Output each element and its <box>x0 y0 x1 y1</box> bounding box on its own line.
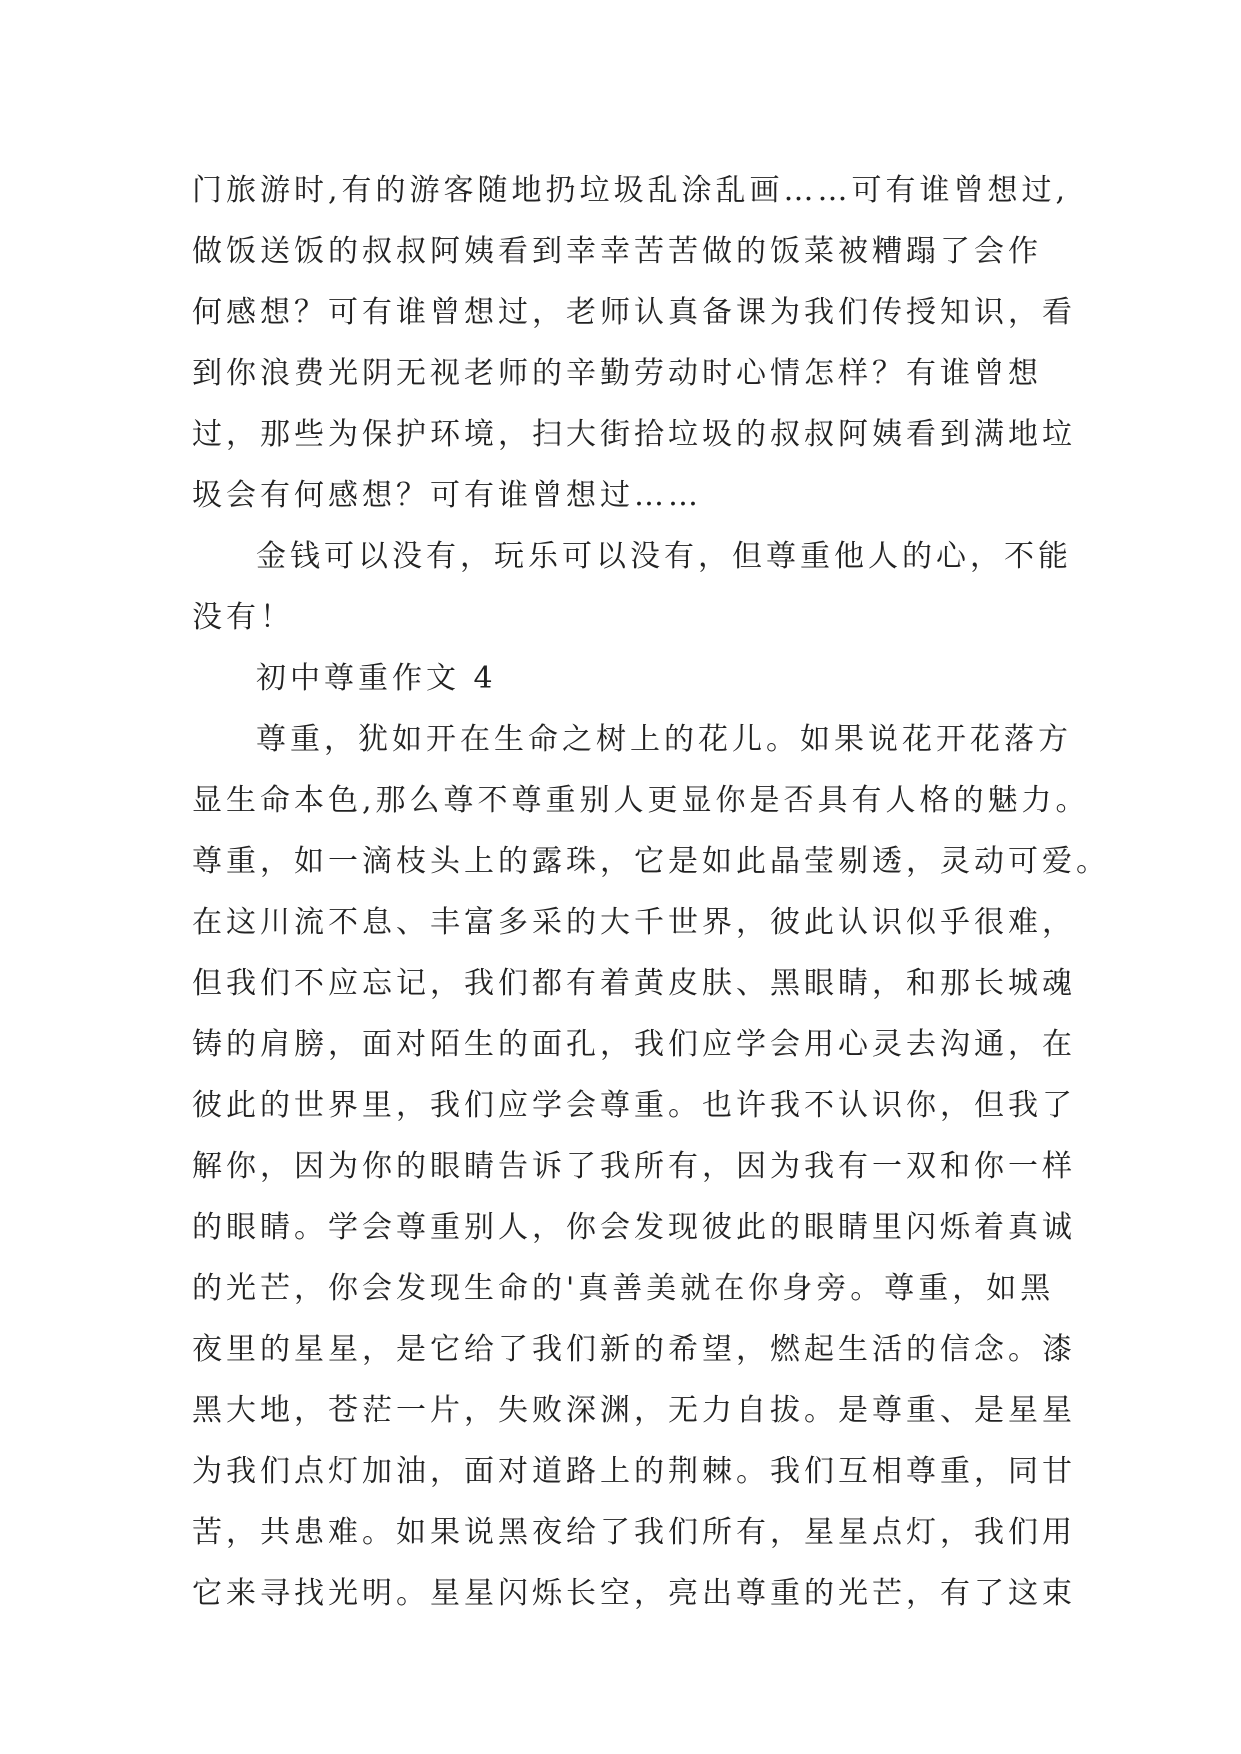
text-line: 显生命本色,那么尊不尊重别人更显你是否具有人格的魅力。 <box>192 783 1090 818</box>
text-line: 但我们不应忘记，我们都有着黄皮肤、黑眼睛，和那长城魂 <box>192 966 1076 1001</box>
text-line: 圾会有何感想？可有谁曾想过…… <box>192 478 702 513</box>
text-line: 的光芒，你会发现生命的'真善美就在你身旁。尊重，如黑 <box>192 1271 1055 1306</box>
text-line: 何感想？可有谁曾想过，老师认真备课为我们传授知识，看 <box>192 295 1076 330</box>
section-title: 初中尊重作文 4 <box>256 661 497 696</box>
text-line: 在这川流不息、丰富多采的大千世界，彼此认识似乎很难， <box>192 905 1076 940</box>
text-line: 门旅游时,有的游客随地扔垃圾乱涂乱画……可有谁曾想过, <box>192 173 1070 208</box>
text-line: 金钱可以没有，玩乐可以没有，但尊重他人的心，不能 <box>256 539 1072 574</box>
text-line: 到你浪费光阴无视老师的辛勤劳动时心情怎样？有谁曾想 <box>192 356 1042 391</box>
text-line: 解你，因为你的眼睛告诉了我所有，因为我有一双和你一样 <box>192 1149 1076 1184</box>
text-line: 的眼睛。学会尊重别人，你会发现彼此的眼睛里闪烁着真诚 <box>192 1210 1076 1245</box>
text-line: 没有！ <box>192 600 294 635</box>
text-line: 黑大地，苍茫一片，失败深渊，无力自拔。是尊重、是星星 <box>192 1393 1076 1428</box>
text-line: 铸的肩膀，面对陌生的面孔，我们应学会用心灵去沟通，在 <box>192 1027 1076 1062</box>
text-line: 尊重，如一滴枝头上的露珠，它是如此晶莹剔透，灵动可爱。 <box>192 844 1110 879</box>
text-line: 它来寻找光明。星星闪烁长空，亮出尊重的光芒，有了这束 <box>192 1576 1076 1611</box>
text-line: 过，那些为保护环境，扫大街拾垃圾的叔叔阿姨看到满地垃 <box>192 417 1076 452</box>
text-line: 夜里的星星，是它给了我们新的希望，燃起生活的信念。漆 <box>192 1332 1076 1367</box>
text-line: 彼此的世界里，我们应学会尊重。也许我不认识你，但我了 <box>192 1088 1076 1123</box>
text-line: 做饭送饭的叔叔阿姨看到幸幸苦苦做的饭菜被糟蹋了会作 <box>192 234 1042 269</box>
text-line: 苦，共患难。如果说黑夜给了我们所有，星星点灯，我们用 <box>192 1515 1076 1550</box>
body-text <box>192 160 1110 1624</box>
text-line: 尊重，犹如开在生命之树上的花儿。如果说花开花落方 <box>256 722 1072 757</box>
text-line: 为我们点灯加油，面对道路上的荆棘。我们互相尊重，同甘 <box>192 1454 1076 1489</box>
